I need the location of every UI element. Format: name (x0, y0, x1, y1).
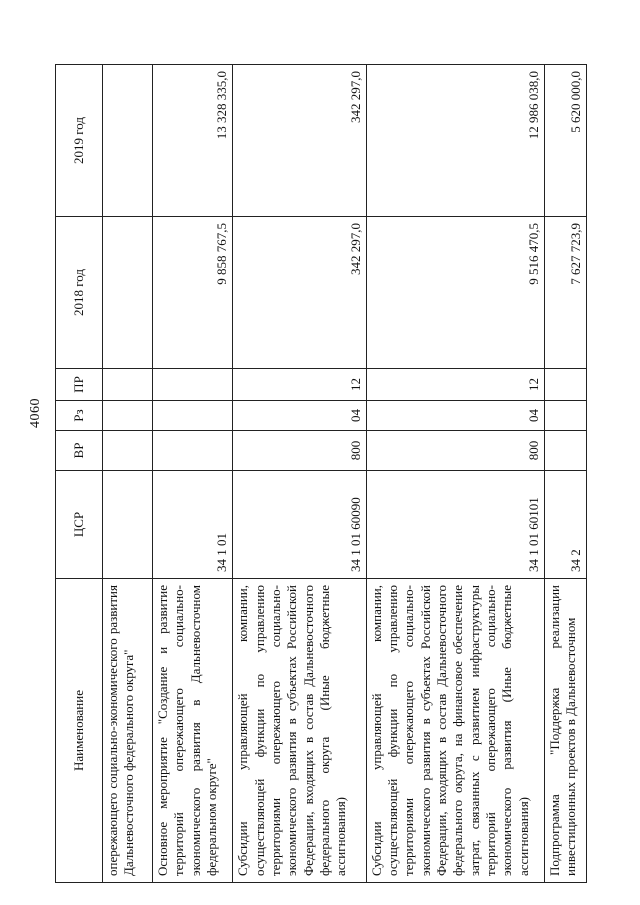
row-2019: 13 328 335,0 (152, 65, 232, 217)
row-vr: 800 (233, 431, 366, 471)
budget-table (55, 64, 587, 883)
row-name: Субсидии управляющей компании, осуществляющей функции по управлению территориями опережающего социально-экономического развития в субъектах Российской Федерации, входящих в состав Дальневосточного федерального округа, на финансовое обеспечение затрат, связанных с развитием инфраструктуры территорий опережающего социально-экономического развития (Иные бюджетные ассигнования) (366, 579, 544, 883)
header-vr: ВР (56, 431, 103, 471)
table-row (233, 65, 366, 883)
row-name: Основное мероприятие "Создание и развитие территорий опережающего социально-экономического развития в Дальневосточном федеральном округе" (152, 579, 232, 883)
row-2019 (103, 65, 153, 217)
row-csr: 34 1 01 60090 (233, 471, 366, 579)
row-name: опережающего социально-экономического развития Дальневосточного федерального округа" (103, 579, 153, 883)
row-vr (545, 431, 587, 471)
table-header-row (56, 65, 103, 883)
row-pr: 12 (233, 369, 366, 401)
row-pr (152, 369, 232, 401)
header-rz: Рз (56, 401, 103, 431)
row-rz: 04 (233, 401, 366, 431)
row-vr: 800 (366, 431, 544, 471)
row-2018: 9 516 470,5 (366, 217, 544, 369)
row-pr (103, 369, 153, 401)
row-rz (545, 401, 587, 431)
row-vr (103, 431, 153, 471)
row-rz (152, 401, 232, 431)
row-vr (152, 431, 232, 471)
row-csr (103, 471, 153, 579)
row-name: Субсидии управляющей компании, осуществляющей функции по управлению территориями опережающего социально-экономического развития в субъектах Российской Федерации, входящих в состав Дальневосточного федерального округа (Иные бюджетные ассигнования) (233, 579, 366, 883)
row-pr: 12 (366, 369, 544, 401)
header-name: Наименование (56, 579, 103, 883)
row-csr: 34 1 01 (152, 471, 232, 579)
header-pr: ПР (56, 369, 103, 401)
budget-table-container (55, 65, 587, 883)
row-csr: 34 2 (545, 471, 587, 579)
row-rz: 04 (366, 401, 544, 431)
row-2019: 342 297,0 (233, 65, 366, 217)
row-2018: 342 297,0 (233, 217, 366, 369)
header-2019: 2019 год (56, 65, 103, 217)
table-row (103, 65, 153, 883)
row-pr (545, 369, 587, 401)
table-row (545, 65, 587, 883)
table-row (152, 65, 232, 883)
row-rz (103, 401, 153, 431)
header-csr: ЦСР (56, 471, 103, 579)
row-2018 (103, 217, 153, 369)
row-2018: 9 858 767,5 (152, 217, 232, 369)
row-2018: 7 627 723,9 (545, 217, 587, 369)
row-2019: 5 620 000,0 (545, 65, 587, 217)
table-row (366, 65, 544, 883)
header-2018: 2018 год (56, 217, 103, 369)
page-number: 4060 (28, 398, 43, 428)
row-name: Подпрограмма "Поддержка реализации инвестиционных проектов в Дальневосточном (545, 579, 587, 883)
row-2019: 12 986 038,0 (366, 65, 544, 217)
row-csr: 34 1 01 60101 (366, 471, 544, 579)
